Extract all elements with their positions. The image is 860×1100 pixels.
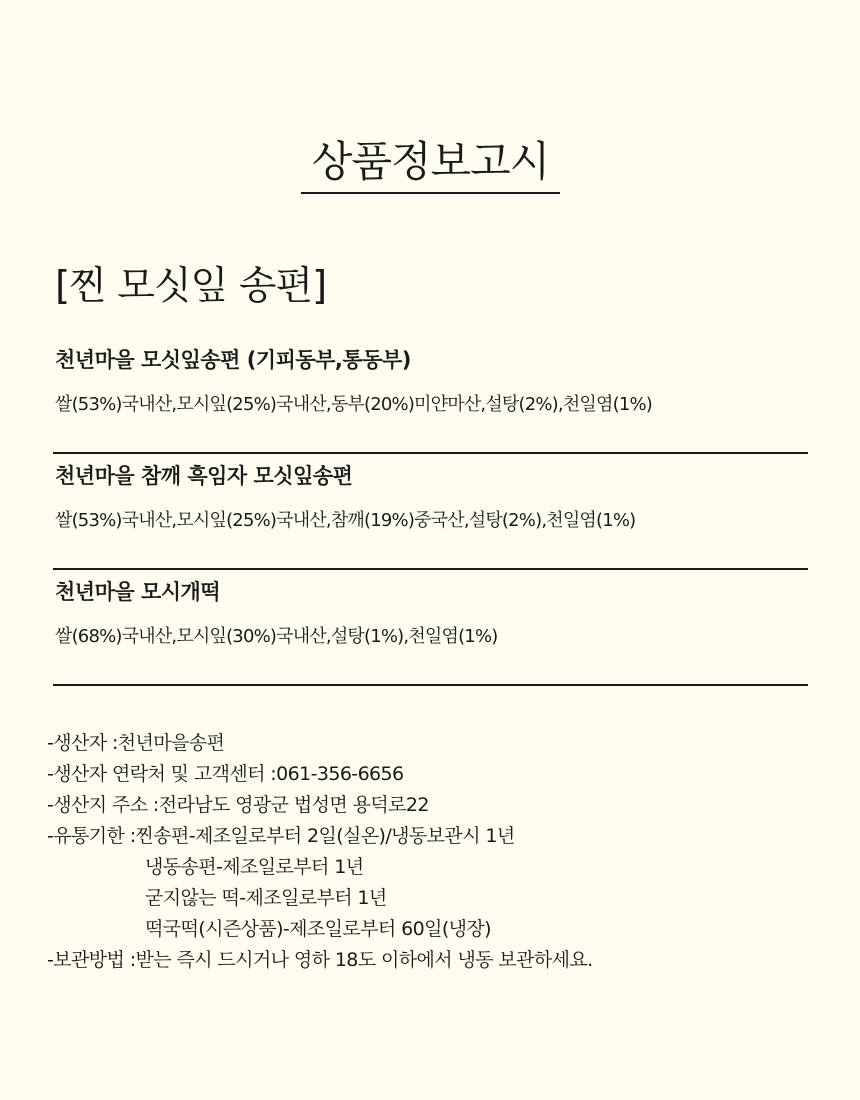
product-ingredients: 쌀(53%)국내산,모시잎(25%)국내산,참깨(19%)중국산,설탕(2%),천일염(1%) xyxy=(55,510,636,531)
product-name: 천년마을 모싯잎송편 (기피동부,통동부) xyxy=(55,348,411,372)
info-storage-key: -보관방법 : xyxy=(47,949,136,971)
info-address xyxy=(47,790,827,821)
product-ingredients: 쌀(68%)국내산,모시잎(30%)국내산,설탕(1%),천일염(1%) xyxy=(55,626,498,647)
info-contact-value: 061-356-6656 xyxy=(276,763,404,785)
info-address-key: -생산지 주소 : xyxy=(47,794,159,816)
product-heading: [찐 모싯잎 송편] xyxy=(55,264,327,309)
product-name: 천년마을 참깨 흑임자 모싯잎송편 xyxy=(55,464,353,488)
page-title-wrap xyxy=(301,136,560,188)
info-producer-value: 천년마을송편 xyxy=(117,732,225,754)
info-shelf-line: 떡국떡(시즌상품)-제조일로부터 60일(냉장) xyxy=(145,918,491,940)
info-shelf-life xyxy=(47,821,827,852)
page-title: 상품정보고시 xyxy=(311,137,550,186)
info-address-value: 전라남도 영광군 법성면 용덕로22 xyxy=(158,794,429,816)
product-item xyxy=(53,572,808,686)
info-storage-value: 받는 즉시 드시거나 영하 18도 이하에서 냉동 보관하세요. xyxy=(135,949,593,971)
info-contact xyxy=(47,759,827,790)
info-storage xyxy=(47,945,827,976)
product-list xyxy=(53,340,808,688)
info-shelf-line: 찐송편-제조일로부터 2일(실온)/냉동보관시 1년 xyxy=(135,825,515,847)
info-producer-key: -생산자 : xyxy=(47,732,118,754)
title-underline xyxy=(301,192,560,194)
product-name: 천년마을 모시개떡 xyxy=(55,580,221,604)
info-shelf-line: 굳지않는 떡-제조일로부터 1년 xyxy=(145,887,387,909)
product-item xyxy=(53,456,808,570)
info-shelf-key: -유통기한 : xyxy=(47,825,136,847)
info-shelf-line: 냉동송편-제조일로부터 1년 xyxy=(145,856,364,878)
info-producer xyxy=(47,728,827,759)
product-ingredients: 쌀(53%)국내산,모시잎(25%)국내산,동부(20%)미얀마산,설탕(2%),천일염(1%) xyxy=(55,394,652,415)
product-item xyxy=(53,340,808,454)
info-contact-key: -생산자 연락처 및 고객센터 : xyxy=(47,763,277,785)
info-section xyxy=(47,728,827,976)
